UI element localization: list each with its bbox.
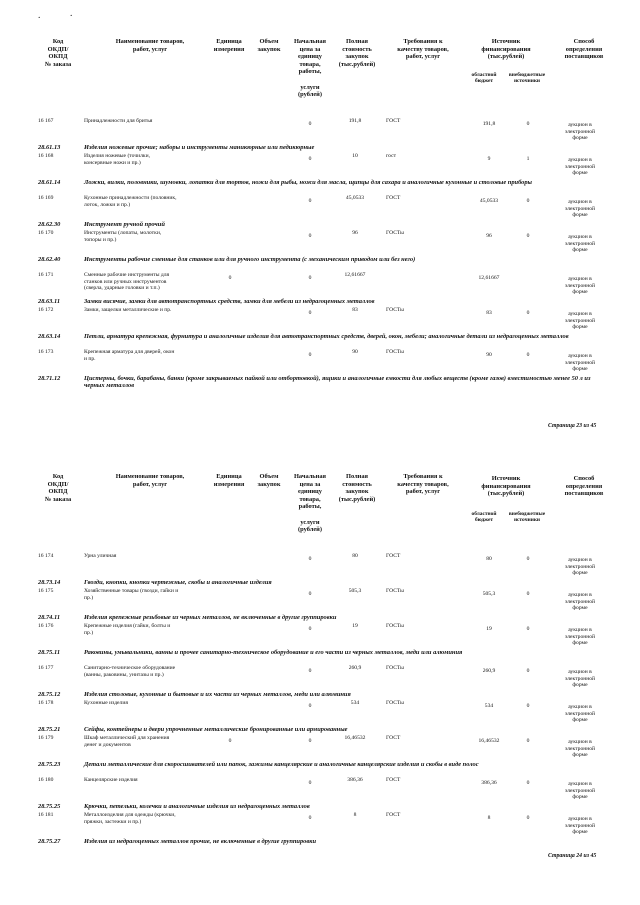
regional-budget-cell: 260,9 — [482, 668, 496, 674]
extra-budget-cell: 0 — [526, 352, 530, 358]
section-title: Замки висячие, замки для автотранспортных средств, замки для мебели из недрагоценных металлов — [84, 298, 375, 305]
header-extra: внебюджетные источники — [508, 72, 546, 85]
requirements-cell: ГОСТы — [386, 700, 404, 706]
total-cell: 83 — [352, 307, 358, 313]
regional-budget-cell: 16,46532 — [478, 738, 500, 744]
total-cell: 505,3 — [348, 588, 362, 594]
price-cell: 0 — [308, 121, 312, 127]
requirements-cell: ГОСТы — [386, 665, 404, 671]
procurement-way-cell: аукцион в электронной форме — [564, 311, 596, 331]
order-number: 16 173 — [38, 349, 54, 355]
item-name: Санитарно-техническое оборудование (ванны, раковины, унитазы и пр.) — [84, 665, 176, 678]
price-cell: 0 — [308, 668, 312, 674]
requirements-cell: ГОСТ — [386, 777, 401, 783]
section-code: 28.62.30 — [38, 221, 61, 228]
order-number: 16 181 — [38, 812, 54, 818]
section-code: 28.75.25 — [38, 803, 61, 810]
regional-budget-cell: 386,36 — [481, 780, 497, 786]
regional-budget-cell: 8 — [487, 815, 491, 821]
extra-budget-cell: 0 — [526, 233, 530, 239]
total-cell: 16,46532 — [344, 735, 366, 741]
requirements-cell: ГОСТ — [386, 118, 401, 124]
section-code: 28.75.12 — [38, 691, 61, 698]
unit-cell: 0 — [228, 738, 232, 744]
document-page-23 — [0, 0, 640, 452]
price-cell: 0 — [308, 352, 312, 358]
regional-budget-cell: 83 — [486, 310, 492, 316]
regional-budget-cell: 12,61667 — [478, 275, 500, 281]
section-title: Сейфы, контейнеры и двери упрочненные металлические бронированные или армированные — [84, 726, 348, 733]
header-name: Наименование товаров, работ, услуг — [115, 473, 185, 488]
price-cell: 0 — [308, 556, 312, 562]
procurement-way-cell: аукцион в электронной форме — [564, 816, 596, 836]
header-code: Код ОКДП/ ОКПД № заказа — [44, 473, 72, 503]
item-name: Металлоизделия для одежды (крючки, пряжки, застежки и пр.) — [84, 812, 176, 825]
procurement-way-cell: аукцион в электронной форме — [564, 781, 596, 801]
extra-budget-cell: 0 — [526, 198, 530, 204]
procurement-way-cell: аукцион в электронной форме — [564, 276, 596, 296]
section-title: Изделия крепежные резьбовые из черных металлов, не включенные в другие группировки — [84, 614, 337, 621]
header-requirements: Требования к качеству товаров, работ, услуг — [397, 473, 449, 496]
procurement-way-cell: аукцион в электронной форме — [564, 157, 596, 177]
regional-budget-cell: 9 — [487, 156, 491, 162]
section-code: 28.63.14 — [38, 333, 61, 340]
scan-mark: · — [70, 12, 73, 20]
price-cell: 0 — [308, 233, 312, 239]
section-code: 28.73.14 — [38, 579, 61, 586]
total-cell: 8 — [353, 812, 357, 818]
table-header — [0, 36, 640, 146]
item-name: Принадлежности для бритья — [84, 118, 153, 124]
total-cell: 10 — [352, 153, 358, 159]
section-title: Изделия из недрагоценных металлов прочие, не включенные в другие группировки — [84, 838, 317, 845]
header-volume: Объем закупок — [257, 473, 281, 488]
extra-budget-cell: 0 — [526, 626, 530, 632]
item-name: Сменные рабочие инструменты для станков или ручных инструментов (сверла, ударные головки и т.п.) — [84, 272, 170, 292]
total-cell: 534 — [350, 700, 360, 706]
item-name: Крепежная арматура для дверей, окон и пр. — [84, 349, 175, 362]
requirements-cell: ГОСТ — [386, 195, 401, 201]
price-cell: 0 — [308, 198, 312, 204]
total-cell: 12,61667 — [344, 272, 366, 278]
total-cell: 19 — [352, 623, 358, 629]
procurement-way-cell: аукцион в электронной форме — [564, 353, 596, 373]
section-title: Раковины, умывальники, ванны и прочее санитарно-техническое оборудование и его части из черных металлов, меди или алюминия — [84, 649, 463, 656]
extra-budget-cell: 0 — [526, 668, 530, 674]
order-number: 16 168 — [38, 153, 54, 159]
order-number: 16 167 — [38, 118, 54, 124]
document-page-24 — [0, 455, 640, 905]
regional-budget-cell: 96 — [486, 233, 492, 239]
header-source: Источник финансирования (тыс.рублей) — [481, 475, 531, 498]
requirements-cell: ГОСТ — [386, 553, 401, 559]
item-name: Замки, защелки металлические и пр. — [84, 307, 172, 313]
regional-budget-cell: 19 — [486, 626, 492, 632]
extra-budget-cell: 0 — [526, 780, 530, 786]
total-cell: 386,36 — [347, 777, 363, 783]
total-cell: 80 — [352, 553, 358, 559]
header-name: Наименование товаров, работ, услуг — [115, 38, 185, 53]
order-number: 16 172 — [38, 307, 54, 313]
price-cell: 0 — [308, 780, 312, 786]
section-title: Инструмент ручной прочий — [84, 221, 165, 228]
regional-budget-cell: 90 — [486, 352, 492, 358]
procurement-way-cell: аукцион в электронной форме — [564, 627, 596, 647]
price-cell: 0 — [308, 275, 312, 281]
section-code: 28.75.21 — [38, 726, 61, 733]
header-unit: Единица измерения — [213, 38, 245, 53]
total-cell: 96 — [352, 230, 358, 236]
procurement-way-cell: аукцион в электронной форме — [564, 739, 596, 759]
header-code: Код ОКДП/ ОКПД № заказа — [44, 38, 72, 68]
requirements-cell: гост — [386, 153, 397, 159]
order-number: 16 180 — [38, 777, 54, 783]
extra-budget-cell: 0 — [526, 121, 530, 127]
regional-budget-cell: 191,8 — [482, 121, 496, 127]
section-code: 28.62.40 — [38, 256, 61, 263]
procurement-way-cell: аукцион в электронной форме — [564, 704, 596, 724]
header-way: Способ определения поставщиков — [564, 38, 604, 61]
section-code: 28.61.13 — [38, 144, 61, 151]
section-code: 28.71.12 — [38, 375, 61, 382]
section-title: Детали металлические для скоросшивателей или папок, зажимы канцелярские и аналогичные канцелярские изделия и скобы в виде полос — [84, 761, 479, 768]
header-unit: Единица измерения — [213, 473, 245, 488]
section-title: Крючки, петельки, колечки и аналогичные изделия из недрагоценных металлов — [84, 803, 310, 810]
extra-budget-cell: 0 — [526, 310, 530, 316]
order-number: 16 179 — [38, 735, 54, 741]
item-name: Инструменты (лопаты, молотки, топоры и пр.) — [84, 230, 162, 243]
requirements-cell: ГОСТ — [386, 812, 401, 818]
extra-budget-cell: 0 — [526, 703, 530, 709]
page-footer: Страница 24 из 45 — [548, 853, 597, 859]
regional-budget-cell: 505,3 — [482, 591, 496, 597]
order-number: 16 175 — [38, 588, 54, 594]
extra-budget-cell: 1 — [526, 156, 530, 162]
price-cell: 0 — [308, 738, 312, 744]
header-volume: Объем закупок — [257, 38, 281, 53]
procurement-way-cell: аукцион в электронной форме — [564, 592, 596, 612]
price-cell: 0 — [308, 703, 312, 709]
procurement-way-cell: аукцион в электронной форме — [564, 234, 596, 254]
price-cell: 0 — [308, 626, 312, 632]
header-source: Источник финансирования (тыс.рублей) — [481, 38, 531, 61]
procurement-way-cell: аукцион в электронной форме — [564, 669, 596, 689]
order-number: 16 174 — [38, 553, 54, 559]
total-cell: 45,0533 — [345, 195, 365, 201]
page-footer: Страница 23 из 45 — [548, 423, 597, 429]
table-header — [0, 471, 640, 581]
section-title: Изделия ножевые прочие; наборы и инструменты маникюрные или педикюрные — [84, 144, 315, 151]
section-code: 28.63.11 — [38, 298, 61, 305]
section-code: 28.75.11 — [38, 649, 61, 656]
header-price: Начальная цена за единицу товара, работы, услуги (рублей) — [293, 473, 327, 534]
requirements-cell: ГОСТы — [386, 230, 404, 236]
total-cell: 90 — [352, 349, 358, 355]
item-name: Урна уличная — [84, 553, 117, 559]
header-requirements: Требования к качеству товаров, работ, услуг — [397, 38, 449, 61]
header-regional: областной бюджет — [471, 72, 497, 85]
requirements-cell: ГОСТы — [386, 623, 404, 629]
section-code: 28.75.23 — [38, 761, 61, 768]
section-code: 28.74.11 — [38, 614, 61, 621]
requirements-cell: ГОСТ — [386, 735, 401, 741]
extra-budget-cell: 0 — [526, 738, 530, 744]
item-name: Хозяйственные товары (гвозди, гайки и пр.) — [84, 588, 179, 601]
header-price: Начальная цена за единицу товара, работы, услуги (рублей) — [293, 38, 327, 99]
item-name: Крепежные изделия (гайки, болты и пр.) — [84, 623, 171, 636]
item-name: Изделия ножевые (точилки, консервные ножи и пр.) — [84, 153, 151, 166]
price-cell: 0 — [308, 156, 312, 162]
section-title: Изделия столовые, кухонные и бытовые и их части из черных металлов, меди или алюминия — [84, 691, 351, 698]
item-name: Канцелярские изделия — [84, 777, 138, 783]
order-number: 16 178 — [38, 700, 54, 706]
regional-budget-cell: 45,0533 — [479, 198, 499, 204]
price-cell: 0 — [308, 591, 312, 597]
item-name: Кухонные принадлежности (половник, лоток, ложки и пр.) — [84, 195, 177, 208]
order-number: 16 177 — [38, 665, 54, 671]
header-total: Полная стоимость закупок (тыс.рублей) — [338, 38, 376, 68]
order-number: 16 171 — [38, 272, 54, 278]
section-title: Инструменты рабочие сменные для станков или для ручного инструмента (с механическим приводом или без него) — [84, 256, 416, 263]
section-title: Ложки, вилки, половники, шумовки, лопатки для тортов, ножи для рыбы, ножи для масла, щипцы для сахара и аналогичные кухонные и столовые приборы — [84, 179, 532, 186]
price-cell: 0 — [308, 310, 312, 316]
section-code: 28.75.27 — [38, 838, 61, 845]
extra-budget-cell: 0 — [526, 815, 530, 821]
header-regional: областной бюджет — [471, 511, 497, 524]
order-number: 16 176 — [38, 623, 54, 629]
price-cell: 0 — [308, 815, 312, 821]
header-total: Полная стоимость закупок (тыс.рублей) — [338, 473, 376, 503]
total-cell: 260,9 — [348, 665, 362, 671]
header-way: Способ определения поставщиков — [564, 475, 604, 498]
regional-budget-cell: 534 — [484, 703, 494, 709]
regional-budget-cell: 80 — [486, 556, 492, 562]
requirements-cell: ГОСТы — [386, 588, 404, 594]
scan-mark: · — [38, 14, 41, 22]
section-title: Цистерны, бочки, барабаны, банки (кроме закрываемых пайкой или отбортовкой), ящики и аналогичные емкости для любых веществ (кроме газов) вместимостью менее 50 л из черных металлов — [84, 375, 591, 390]
order-number: 16 169 — [38, 195, 54, 201]
item-name: Шкаф металлический для хранения денег и документов — [84, 735, 170, 748]
section-title: Гвозди, кнопки, кнопки чертежные, скобы и аналогичные изделия — [84, 579, 272, 586]
procurement-way-cell: аукцион в электронной форме — [564, 199, 596, 219]
header-extra: внебюджетные источники — [508, 511, 546, 524]
total-cell: 191,8 — [348, 118, 362, 124]
order-number: 16 170 — [38, 230, 54, 236]
unit-cell: 0 — [228, 275, 232, 281]
requirements-cell: ГОСТы — [386, 307, 404, 313]
requirements-cell: ГОСТы — [386, 349, 404, 355]
extra-budget-cell: 0 — [526, 591, 530, 597]
section-code: 28.61.14 — [38, 179, 61, 186]
item-name: Кухонные изделия — [84, 700, 128, 706]
procurement-way-cell: аукцион в электронной форме — [564, 122, 596, 142]
procurement-way-cell: аукцион в электронной форме — [564, 557, 596, 577]
extra-budget-cell: 0 — [526, 556, 530, 562]
section-title: Петли, арматура крепежная, фурнитура и аналогичные изделия для автотранспортных средств, дверей, окон, мебели; аналогичные детали из недрагоценных металлов — [84, 333, 569, 340]
